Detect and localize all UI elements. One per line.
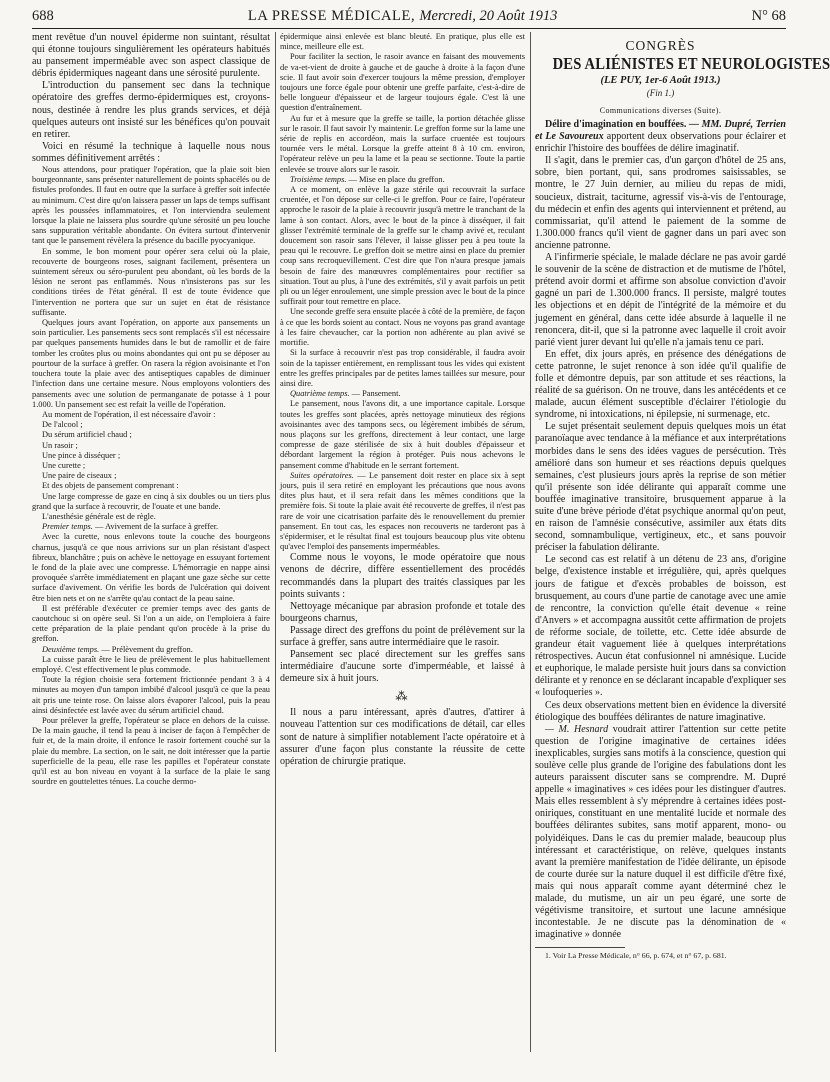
columns [32,32,830,1082]
column-divider [275,32,276,1052]
paragraph: La cuisse paraît être le lieu de prélèvement le plus habituellement employé. C'est effectivement le plus commode. [32,654,270,674]
paragraph: Avec la curette, nous enlevons toute la couche des bourgeons charnus, jusqu'à ce que nous arrivions sur un plan résistant d'aspect fibreux, blanchâtre ; puis on achève le nettoyage en essuyant fortement le fond de la plaie avec une compresse. L'hémorragie en nappe ainsi provoquée s'arrête immédiatement en plaçant une gaze sèche sur cette surface d'avivement. On vérifie les bords de l'ulcération qui doivent être bien nets et on ne s'arrête qu'au contact de la peau saine. [32,532,270,603]
paragraph: Pour prélever la greffe, l'opérateur se place en dehors de la cuisse. De la main gauche, il tend la peau à inciser de façon à l'empêcher de fuir et, de la main droite, il enfonce le rasoir fortement couché sur la plaie du membre. La section, on le sait, ne doit intéresser que la partie superficielle de la peau, elle rase les papilles et l'opérateur constate qu'il est au bon niveau en voyant à la surface de la plaie le sang sourdre en gouttelettes ténues. La couche dermo- [32,716,270,787]
paragraph: Une large compresse de gaze en cinq à six doubles ou un tiers plus grand que la surface à recouvrir, de l'ouate et une bande. [32,491,270,511]
section-subtitle: — Pansement. [349,389,401,399]
list-item: Et des objets de pansement comprenant : [42,481,179,491]
issue-number: N° 68 [751,8,786,24]
instrument-list [32,420,270,491]
paragraph: Il nous a paru intéressant, après d'autres, d'attirer à nouveau l'attention sur ces modifications de détail, car elles sont de nature à simplifier notablement l'acte opératoire et à assurer d'une façon plus constante la réussite de cette opération de chirurgie pratique. [280,707,525,767]
paragraph: L'anesthésie générale est de règle. [42,511,156,521]
subsection-heading: Communications diverses (Suite). [599,106,722,115]
header-rule [32,28,786,29]
footnote-rule [535,947,625,948]
paragraph: Quelques jours avant l'opération, on apporte aux pansements un soin particulier. Les pansements secs sont remplacés s'il est nécessaire par quelques pansements humides dans le but de ramollir et de faire tomber les croûtes plus ou moins abondantes qui ont pu se déposer au pourtour de la surface à greffer. On rasera la région avoisinante et l'on touchera toute la plaie avec des antiseptiques capables de diminuer l'infection dans une certaine mesure. Nous employons volontiers des pansements avec une solution de permanganate de potasse à 1 pour 1.000. Un pansement sec est refait la veille de l'opération. [32,318,270,409]
congress-title: DES ALIÉNISTES ET NEUROLOGISTES [552,54,830,73]
paragraph: épidermique ainsi enlevée est blanc bleuté. En pratique, plus elle est mince, meilleure elle est. [280,32,525,52]
column-right [535,32,830,1080]
column-divider [530,32,531,1052]
paragraph: En effet, dix jours après, en présence des dénégations de cette patronne, le sujet renonce à son idée qu'il qualifie de folle et démontre depuis, par son attitude et ses réactions, la réalité de sa guérison. On ne trouve, dans les antécédents et ce malade, aucun élément susceptible d'éclairer l'étiologie du syndrome, ni intoxications, ni épilepsie, ni surmenage, etc. [535,348,786,421]
section-text: — Le pansement doit rester en place six à sept jours, puis il sera retiré en employant les précautions que nous avons dites plus haut, et il sera refait dans les mêmes conditions que la première fois. Si toute la plaie avait été recouverte de greffes, il n'est pas rare de voir une cicatrisation parfaite dès le renouvellement du premier pansement. En tout cas, les espaces non recouverts ne tarderont pas à s'épidermiser, et le résultat final est toujours beaucoup plus vite obtenu qu'avec l'emploi des pansements imperméables. [280,470,526,552]
paragraph: A ce moment, on enlève la gaze stérile qui recouvrait la surface cruentée, et l'on dépose sur celle-ci le greffon. Pour ce faire, l'opérateur approche le rasoir de la plaie à recouvrir jusqu'à mettre le tranchant de la lame à son contact. Alors, avec le bout de la pince à disséquer, il fait glisser l'extrémité terminale de la greffe sur le champ avivé et, reculant doucement son rasoir sans l'élever, il laisse glisser peu à peu toute la peau qui le recouvre. Le greffon doit se mettre ainsi en place du premier coup sans recroquevillement. C'est dire que l'on n'aura presque jamais besoin de faire des manœuvres complémentaires pour rectifier sa situation. Tout au plus, à l'une des extrémités, s'il y avait parfois un petit pli ou un léger enroulement, une simple pression avec le bout de la pince suffirait pour tout remettre en place. [280,185,525,307]
paragraph: Il s'agit, dans le premier cas, d'un garçon d'hôtel de 25 ans, sobre, bien portant, qui, sans prodromes saisissables, se montre, le 27 Juin dernier, au milieu du repas de midi, soucieux, distrait, taciturne, agressif vis-à-vis de l'entourage, du médecin et enfin des agents qui interviennent et prétend, au commissariat, qu'il attend le paiement de la somme de 1.300.000 francs qu'il vient de gagner dans un pari avec son ancienne patronne. [535,155,786,251]
paragraph: Si la surface à recouvrir n'est pas trop considérable, il faudra avoir soin de la tapisser entièrement, en remplissant tous les vides qui existent entre les greffes principales par de petites lames taillées sur mesure, pour ainsi dire. [280,348,525,388]
communication-title: Délire d'imagination en bouffées. [545,119,687,130]
page-header [32,6,786,26]
section-subtitle: — Avivement de la surface à greffer. [92,522,219,532]
paragraph: Le pansement, nous l'avons dit, a une importance capitale. Lorsque toutes les greffes sont placées, après nettoyage minutieux des régions avoisinantes avec des tampons secs, ou légèrement imbibés de sérum, nous plaçons sur les greffons, directement à leur contact, une large compresse de gaze stérilisée de six à huit doubles d'épaisseur et débordant largement la région à protéger. Puis nous achevons le pansement comme d'habitude en le serrant fortement. [280,399,525,470]
list-item: De l'alcool ; [42,420,83,430]
speaker-text: voudrait attirer l'attention sur cette petite question de l'origine imaginative de certaines idées inexplicables, surgies sans motifs à la conscience, question qui soulève celle plus grande de l'origine des fabulations dont les auteurs paraissent discuter sans se comprendre. M. Dupré appelle « imaginatives » ces idées pour les distinguer d'autres. Mais elles ressemblent à s'y méprendre à certaines idées post-oniriques, constituant en une mentalité lucide et normale des bouffées délirantes subites, sans motif apparent, mono- ou polyidéiques. Dans le cas du premier malade, beaucoup plus intéressant et caractéristique, on relève, quelques instants avant la première manifestation de l'idée délirante, un épisode de courte durée sur la nature duquel il est difficile d'être fixé, mais qui nous apparaît comme ayant déterminé chez le malade, du mutisme, un air un peu égaré, une sorte de végétivisme transitoire, et surtout une lacune amnésique incontestable. Je ne discute pas la dénomination de « imaginative » donnée [535,723,786,941]
list-item: Du sérum artificiel chaud ; [42,430,132,440]
paragraph: Pansement sec placé directement sur les greffes sans intermédiaire d'aucune sorte d'imperméable, et laissé à demeure six à huit jours. [280,649,525,685]
speaker-name: — M. Hesnard [545,723,609,735]
list-item: Une curette ; [42,460,86,470]
paragraph: ment revêtue d'un nouvel épiderme non suintant, résultat qui étonne toujours singulièrement les opérateurs habitués au pansement imperméable avec son aspect classique de débris épidermiques nageant dans une sérosité purulente. [32,32,270,80]
section-heading [280,389,525,399]
congress-place: (LE PUY, 1er-6 Août 1913.) [600,75,721,86]
congress-heading: CONGRÈS [625,38,696,53]
section-title: Premier temps. [42,522,93,532]
paragraph: Voici en résumé la technique à laquelle nous nous sommes définitivement arrêtés : [32,140,270,164]
paragraph: Au moment de l'opération, il est nécessaire d'avoir : [42,409,216,419]
section-separator: ⁂ [395,689,410,704]
list-item: Une paire de ciseaux ; [42,471,117,481]
column-left [32,32,270,1080]
communication-authors: — MM. Dupré, Terrien et Le Savoureux [535,119,786,143]
section-title: Troisième temps. [290,174,347,184]
footnote: 1. Voir La Presse Médicale, n° 66, p. 674, et n° 67, p. 681. [545,951,727,961]
section-subtitle: — Mise en place du greffon. [346,174,445,184]
paragraph: Le second cas est relatif à un détenu de 23 ans, d'origine belge, d'existence instable et irrégulière, qui, après quelques jours de fatigue et d'excès probables de boisson, est brusquement, au cours d'une partie de canotage avec une amie de rencontre, la conviction qu'elle était devenue « reine d'Anvers » et accompagna aussitôt cette affirmation de projets de réforme sociale, de toilette, etc. Cette idée absurde de grandeur était vaguement liée à quelques interprétations rétrospectives. Aucun état confusionnel ni amnésique. Lucide et euphorique, le malade persiste huit jours dans sa conviction délirante et y renonce en se déclarant incapable d'expliquer ses « loufoqueries ». [535,554,786,699]
paragraph: Au fur et à mesure que la greffe se taille, la portion détachée glisse sur le rasoir. Il faut savoir l'y maintenir. Le greffon forme sur la lame une série de replis en accordéon, mais la surface cruentée est toujours tournée vers le métal. Lorsque la greffe atteint 8 à 10 cm. environ, l'opérateur relève un peu la lame et la peau se sectionne. Toute la partie enlevée se trouve alors sur le rasoir. [280,113,525,174]
section-title: Deuxième temps. [42,644,100,654]
congress-continuation: (Fin 1.) [646,88,675,98]
list-item: Une pince à disséquer ; [42,450,121,460]
paragraph: En somme, le bon moment pour opérer sera celui où la plaie, recouverte de bourgeons roses, saignant facilement, présentera un suintement séreux ou séro-purulent peu abondant, où les bords de la lésion ne seront pas enflammés. Nous n'insisterons pas sur les conditions tirées de l'état général. Il est de toute évidence que l'intervention ne portera que sur un sujet en état de résistance suffisante. [32,246,270,317]
paragraph: A l'infirmerie spéciale, le malade déclare ne pas avoir gardé le souvenir de la scène de distraction et de mutisme de l'hôtel, prétend avoir dormi et affirme son absolue conviction d'avoir gagné un pari de 1.300.000 francs. Il persiste, malgré toutes les objections et en dépit de l'intégrité de la mémoire et du jugement en général, dans cette idée absurde à laquelle il ne renoncera, dit-il, que si la patronne avec laquelle il croit avoir parié vient jurer devant lui qu'elle n'a jamais tenu ce pari. [535,252,786,348]
paragraph: L'introduction du pansement sec dans la technique opératoire des greffes dermo-épidermiques est, croyons-nous, destinée à rendre les plus grands services, et déjà quelques auteurs ont insisté sur les bénéfices qu'on pouvait en retirer. [32,80,270,140]
section-heading [32,645,270,655]
section-heading [280,175,525,185]
column-middle [280,32,525,1080]
issue-date: Mercredi, 20 Août 1913 [419,8,558,24]
section-title: Suites opératoires. [290,470,354,480]
journal-title [248,6,558,26]
paragraph: Nous attendons, pour pratiquer l'opération, que la plaie soit bien bourgeonnante, sans présenter naturellement de points sphacélés ou de fistules profondes. Il faut en outre que la surface à greffer soit infectée au minimum. C'est dire qu'on laissera passer un laps de temps suffisant après les poussées inflammatoires, et l'on interviendra seulement lorsque la plaie ne laissera plus sourdre qu'une sérosité un peu louche sans suppuration véritable abondante. On évitera surtout d'intervenir tant que le pansement révèlera la présence du bacille pyocyanique. [32,165,270,246]
paragraph: Une seconde greffe sera ensuite placée à côté de la première, de façon à ce que les bords soient au contact. Nous ne voyons pas grand avantage à les faire chevaucher, car la portion non adhérente au plan avivé se mortifie. [280,307,525,348]
section-subtitle: — Prélèvement du greffon. [99,644,193,654]
paragraph: Toute la région choisie sera fortement frictionnée pendant 3 à 4 minutes au moyen d'un tampon imbibé d'alcool jusqu'à ce que la peau ait pris une teinte rose. On laisse alors évaporer l'alcool, puis la peau ainsi désinfectée est lavée avec du sérum artificiel chaud. [32,675,270,715]
paragraph: Passage direct des greffons du point de prélèvement sur la surface à greffer, sans autre intermédiaire que le rasoir. [280,624,525,649]
paragraph [280,471,525,553]
paragraph: Nettoyage mécanique par abrasion profonde et totale des bourgeons charnus, [280,600,525,624]
paragraph [535,724,786,942]
page-number: 688 [32,8,54,24]
section-title: Quatrième temps. [290,389,350,399]
paragraph: Le sujet présentait seulement depuis quelques mois un état paranoïaque avec tendance à la méfiance et aux interprétations morbides dans le sens des idées vagues de persécution. Très amélioré dans son humeur et ses réactions depuis quelques semaines, c'est plusieurs jours après la reprise de son métier qu'il présente son idée délirante qui apparaît comme une bouffée imaginative transitoire, brusquement apparue à la suite d'une brève période d'état psychique anormal qu'on peut, en raison de l'amnésie consécutive, assimiler aux états dits second, somnambulique, vertigineux, etc., et sans pouvoir préciser la fabulation délirante. [535,421,786,554]
paragraph: Comme nous le voyons, le mode opératoire que nous venons de décrire, diffère essentiellement des procédés recommandés dans la plupart des traités classiques par les points suivants : [280,552,525,600]
list-item: Un rasoir ; [42,440,78,450]
paragraph [535,119,786,155]
communication-text: apportent deux observations pour éclairer et enrichir l'histoire des bouffées de délire imaginatif. [535,131,786,155]
journal-name: LA PRESSE MÉDICALE, [247,8,416,24]
paragraph: Il est préférable d'exécuter ce premier temps avec des gants de caoutchouc si on opère seul. Si l'on a un aide, on l'emploiera à faire cette préparation de la plaie pendant qu'on procède à la prise du greffon. [32,603,270,644]
paragraph: Pour faciliter la section, le rasoir avance en faisant des mouvements de va-et-vient de droite à gauche et de gauche à droite à la façon d'une scie. Il faut avoir soin d'exercer toujours la même pression, d'employer toujours une force égale pour obtenir une greffe parfaite, c'est-à-dire de belle longueur d'épaisseur et de largeur toujours égale. C'est là une question d'entraînement. [280,52,525,113]
paragraph: Ces deux observations mettent bien en évidence la diversité étiologique des bouffées délirantes de nature imaginative. [535,699,786,723]
section-heading [32,522,270,532]
